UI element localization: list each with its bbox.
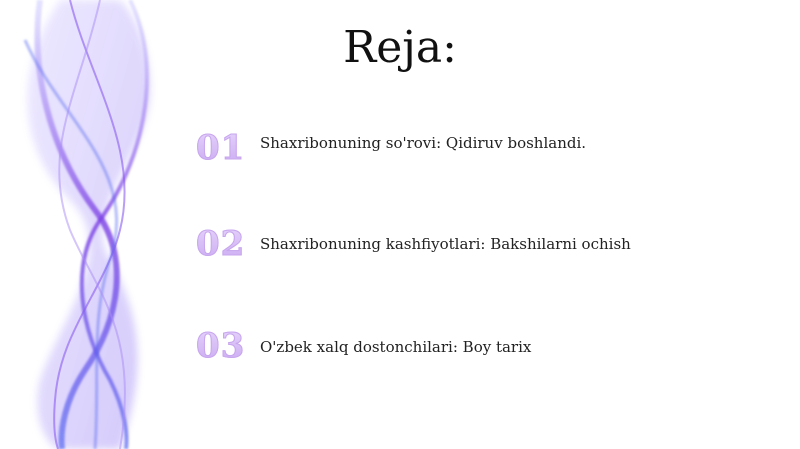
agenda-item [196,128,776,178]
item-number: 02 [196,224,246,264]
slide-title: Reja: [343,22,457,73]
item-text: O'zbek xalq dostonchilari: Boy tarix [260,338,532,356]
item-number: 01 [196,128,246,168]
agenda-item [196,224,776,274]
item-text: Shaxribonuning kashfiyotlari: Bakshilarni ochish [260,235,631,253]
agenda-item [196,326,776,376]
item-text: Shaxribonuning so'rovi: Qidiruv boshlandi. [260,134,587,152]
item-number: 03 [196,326,246,366]
purple-smoke-decoration [0,0,220,449]
